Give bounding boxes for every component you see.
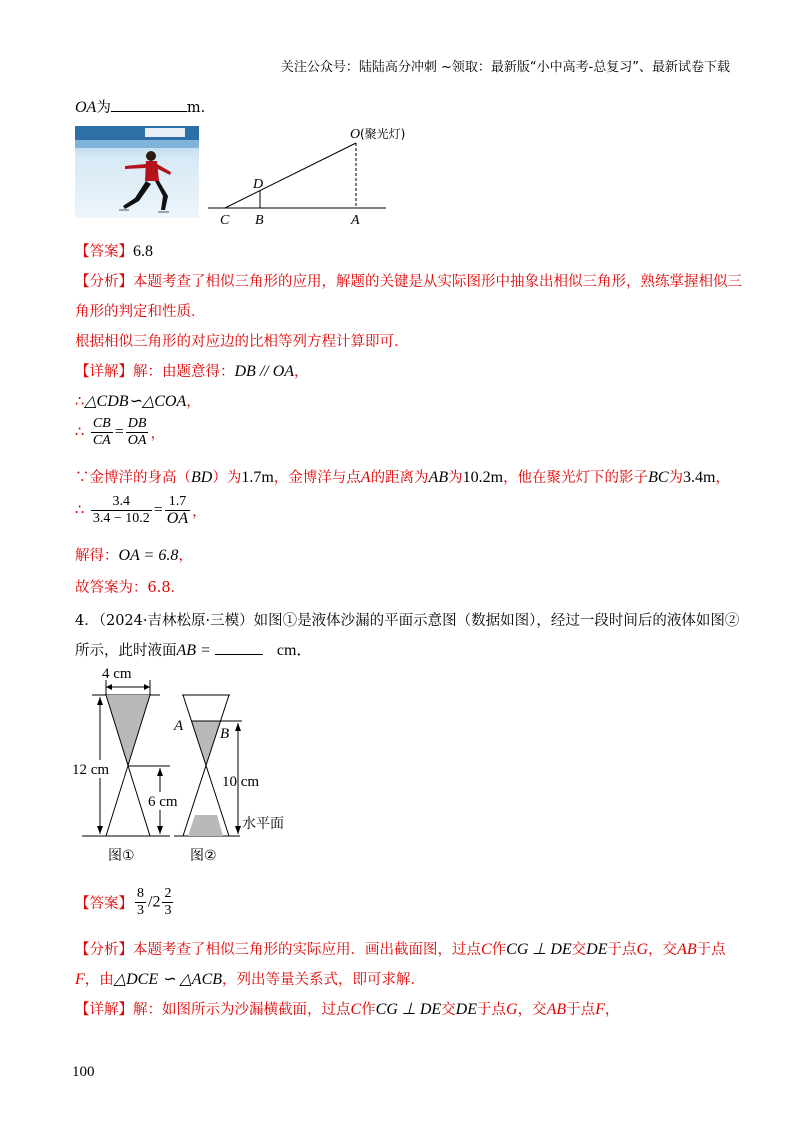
unit: cm． xyxy=(276,642,313,659)
label-ground: 水平面 xyxy=(242,816,284,832)
detail-label: 【详解】 xyxy=(75,1002,133,1018)
label-spotlight: (聚光灯) xyxy=(360,127,406,141)
text: 为 xyxy=(668,470,684,486)
therefore-symbol: ∴ xyxy=(75,394,85,410)
text: ，由 xyxy=(84,972,114,988)
perp-statement: CG ⊥ DE xyxy=(375,1001,442,1018)
label-b: B xyxy=(220,726,230,742)
q3-analysis-2: 角形的判定和性质． xyxy=(75,304,206,320)
q3-question-tail xyxy=(75,96,205,117)
fraction-cb-ca xyxy=(91,416,113,449)
q4-analysis-2 xyxy=(75,968,425,989)
fraction-db-oa xyxy=(126,416,149,449)
var-f: F xyxy=(75,971,85,988)
answer-value: 6.8 xyxy=(133,243,153,260)
caption-fig2: 图② xyxy=(190,848,217,864)
text: ∵金博洋的身高（ xyxy=(75,470,191,486)
q3-detail-5 xyxy=(75,494,207,527)
solution: OA = 6.8 xyxy=(118,547,179,564)
denominator: CA xyxy=(92,433,111,448)
text: 交 xyxy=(441,1002,456,1018)
var-g: G xyxy=(506,1001,518,1018)
comma: ， xyxy=(192,504,207,520)
arrow-head xyxy=(97,697,103,705)
q3-detail-4 xyxy=(75,466,730,487)
comma: ， xyxy=(150,426,165,442)
text: 解：如图所示为沙漏横截面，过点 xyxy=(133,1002,351,1018)
caption-fig1: 图① xyxy=(108,848,135,864)
answer-mixed-fraction xyxy=(162,886,173,919)
var-bc: BC xyxy=(648,469,669,486)
analysis-label: 【分析】 xyxy=(75,274,133,290)
text: 于点 xyxy=(566,1002,596,1018)
numerator: CB xyxy=(92,416,111,431)
comma: ， xyxy=(294,364,309,380)
q4-analysis-1 xyxy=(75,938,726,959)
label-10cm: 10 cm xyxy=(222,774,260,790)
arrow-head xyxy=(106,684,112,690)
var-bd: BD xyxy=(191,469,213,486)
parallel-statement: DB // OA xyxy=(234,363,295,380)
var-g: G xyxy=(636,941,649,958)
label-a: A xyxy=(351,213,360,228)
arrow-head xyxy=(144,684,150,690)
therefore-symbol: ∴ xyxy=(75,502,85,519)
text: ，金博洋与点 xyxy=(273,470,361,486)
comma: ， xyxy=(186,394,201,410)
fig2-liquid-top xyxy=(191,721,221,766)
label-b: B xyxy=(255,213,264,228)
shadow-value: 3.4m xyxy=(683,469,716,486)
denominator: 3 xyxy=(164,903,172,918)
arrow-head xyxy=(157,768,163,776)
label-4cm: 4 cm xyxy=(102,666,132,682)
fig2-liquid-bottom xyxy=(188,815,223,836)
denominator: OA xyxy=(127,433,147,448)
fraction-3.4 xyxy=(91,494,152,527)
text: ，他在聚光灯下的影子 xyxy=(503,470,649,486)
label-c: C xyxy=(220,213,230,228)
text: 于点 xyxy=(477,1002,506,1018)
fraction-1.7-oa xyxy=(165,494,190,527)
ab-label: AB = xyxy=(176,642,211,659)
q3-detail-6 xyxy=(75,544,193,565)
q3-detail-2 xyxy=(75,390,201,411)
detail-label: 【详解】 xyxy=(75,364,133,380)
q3-detail-1 xyxy=(75,360,309,381)
equals: = xyxy=(153,501,163,519)
text: 交 xyxy=(571,942,587,958)
label-6cm: 6 cm xyxy=(148,794,178,810)
var-de: DE xyxy=(586,941,608,958)
var-ab: AB xyxy=(546,1001,567,1018)
arrow-head xyxy=(97,826,103,834)
denominator: 3.4 − 10.2 xyxy=(92,511,150,526)
question-number: 4． xyxy=(75,613,99,629)
oa-label: OA xyxy=(75,99,97,116)
answer-blank xyxy=(215,654,263,655)
answer-label: 【答案】 xyxy=(75,896,133,912)
q4-detail-1 xyxy=(75,998,619,1019)
var-a: A xyxy=(360,469,371,486)
text: 本题考查了相似三角形的实际应用．画出截面图，过点 xyxy=(133,942,481,958)
numerator: DB xyxy=(127,416,147,431)
numerator: 1.7 xyxy=(165,494,190,511)
question-text: （2024·吉林松原·三模）如图①是液体沙漏的平面示意图（数据如图），经过一段时间后的液体如图② xyxy=(98,613,740,629)
text: 的距离为 xyxy=(370,470,429,486)
arrow-head xyxy=(235,826,241,834)
answer-fraction xyxy=(135,886,146,919)
analysis-label: 【分析】 xyxy=(75,942,133,958)
var-c: C xyxy=(350,1001,362,1018)
text: 作 xyxy=(361,1002,376,1018)
numerator: 2 xyxy=(164,886,172,901)
label-a: A xyxy=(174,718,184,734)
numerator: 3.4 xyxy=(91,494,152,511)
text: 于点 xyxy=(696,942,726,958)
label-d: D xyxy=(253,177,264,192)
label-12cm: 12 cm xyxy=(72,762,110,778)
text: ， xyxy=(715,470,730,486)
var-ab: AB xyxy=(428,469,449,486)
analysis-text: 本题考查了相似三角形的应用，解题的关键是从实际图形中抽象出相似三角形，熟练掌握相似三 xyxy=(133,274,742,290)
label-o: O xyxy=(350,127,361,142)
denominator: 3 xyxy=(137,903,144,918)
q3-analysis-3: 根据相似三角形的对应边的比相等列方程计算即可． xyxy=(75,334,409,350)
slash: / xyxy=(148,893,153,911)
q3-analysis-1 xyxy=(75,270,742,291)
q3-answer xyxy=(75,240,153,261)
arrow-head xyxy=(235,723,241,731)
q3-detail-7: 故答案为：6.8． xyxy=(75,580,186,596)
answer-label: 【答案】 xyxy=(75,244,133,260)
page-number: 100 xyxy=(72,1064,95,1080)
similar-statement: △CDB∽△COA xyxy=(84,393,187,410)
denominator: OA xyxy=(166,510,189,527)
detail-text: 解：由题意得： xyxy=(133,364,235,380)
text: ，列出等量关系式，即可求解． xyxy=(222,972,426,988)
var-ab: AB xyxy=(677,941,697,958)
q4-question-line-1 xyxy=(75,609,739,630)
perp-statement: CG ⊥ DE xyxy=(506,941,572,958)
text: 解得： xyxy=(75,548,119,564)
q3-detail-3 xyxy=(75,416,165,449)
hourglass-diagram xyxy=(70,660,310,870)
fig1-liquid xyxy=(106,695,150,766)
light-ray xyxy=(225,143,356,208)
answer-blank xyxy=(111,111,187,112)
whole-part: 2 xyxy=(152,893,161,911)
oa-suffix: m. xyxy=(186,100,206,116)
text: ， xyxy=(604,1002,620,1018)
numerator: 8 xyxy=(137,886,144,901)
q4-answer xyxy=(75,886,175,919)
similar-statement: △DCE ∽ △ACB xyxy=(113,971,223,988)
oa-mid: 为 xyxy=(96,100,111,116)
height-value: 1.7m xyxy=(241,469,274,486)
comma: ， xyxy=(178,548,193,564)
text: ，交 xyxy=(517,1002,547,1018)
text: 作 xyxy=(491,942,507,958)
text: 为 xyxy=(448,470,463,486)
question-text: 所示，此时液面 xyxy=(75,643,177,659)
distance-value: 10.2m xyxy=(462,469,504,486)
page-header: 关注公众号：陆陆高分冲刺 ~领取：最新版“小中高考-总复习”、最新试卷下载 xyxy=(280,60,730,75)
text: 于点 xyxy=(607,942,637,958)
therefore-symbol: ∴ xyxy=(75,424,85,441)
text: ）为 xyxy=(212,470,242,486)
var-de: DE xyxy=(455,1001,477,1018)
text: ，交 xyxy=(648,942,678,958)
equals: = xyxy=(114,423,124,441)
q4-question-line-2 xyxy=(75,637,312,660)
var-c: C xyxy=(481,941,492,958)
figure-skater-photo xyxy=(75,126,199,218)
spotlight-diagram xyxy=(200,120,406,230)
var-f: F xyxy=(595,1001,605,1018)
arrow-head xyxy=(157,826,163,834)
